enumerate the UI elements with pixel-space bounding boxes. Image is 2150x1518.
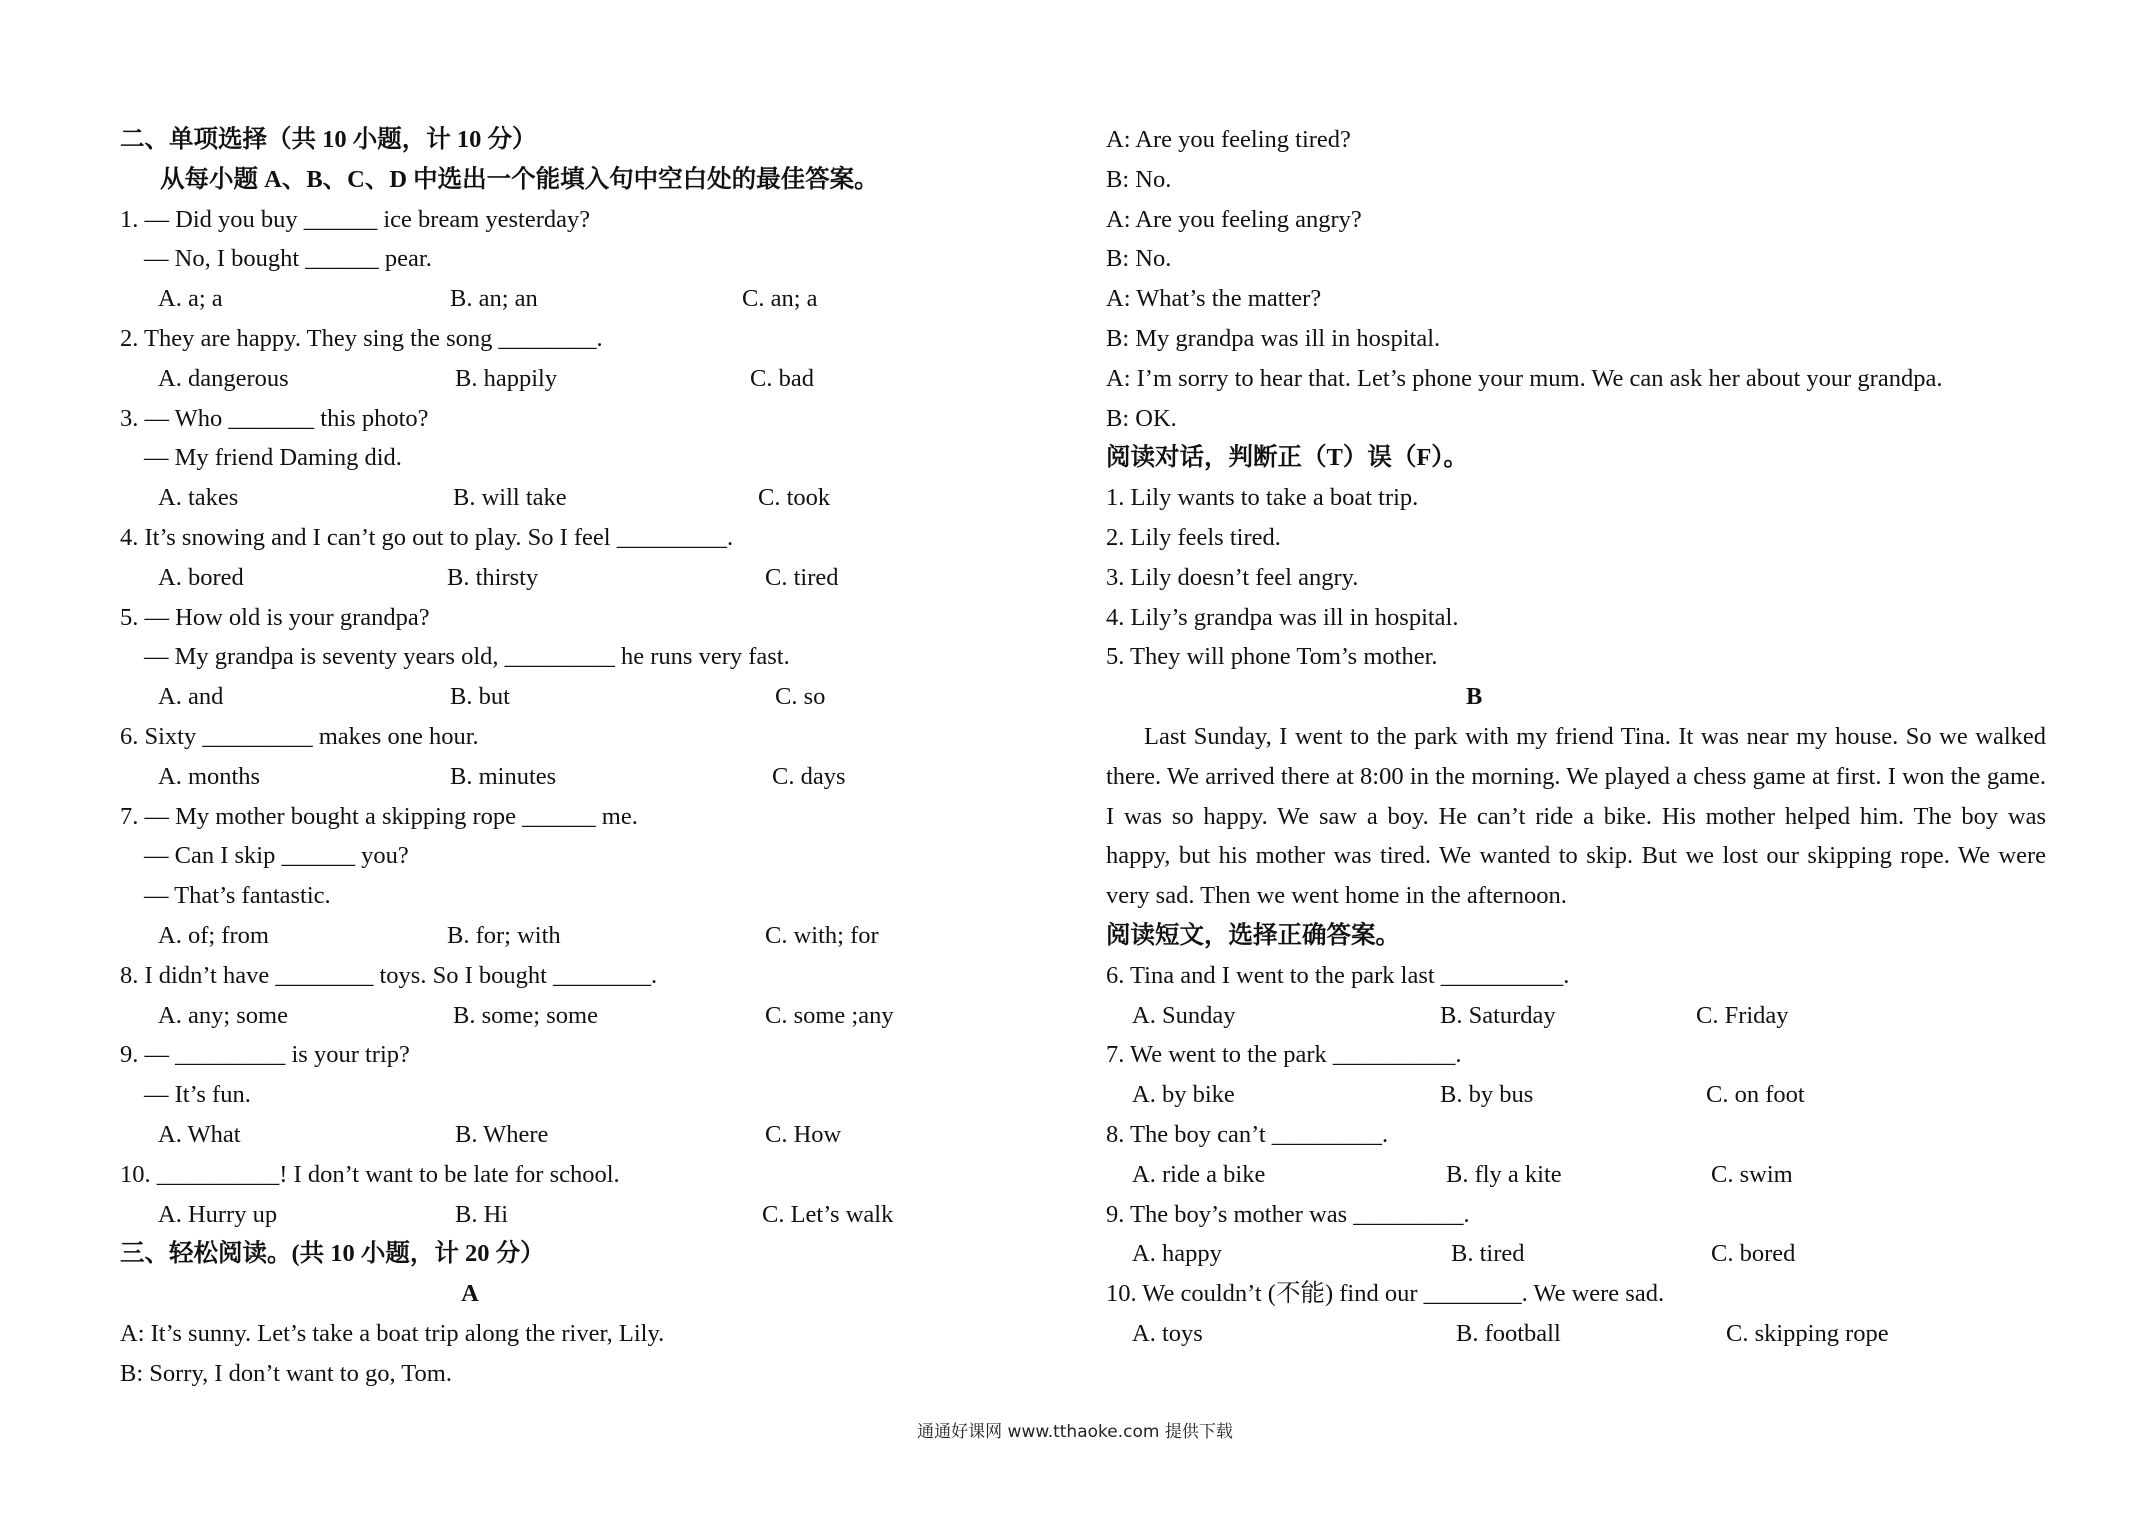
option-b: B. will take bbox=[453, 484, 567, 512]
question-10-stem: 10. __________! I don’t want to be late for school. bbox=[120, 1160, 620, 1188]
option-c: C. so bbox=[775, 683, 826, 711]
option-a: A. of; from bbox=[158, 921, 269, 949]
reading-question-6-stem: 6. Tina and I went to the park last __________. bbox=[1106, 961, 1570, 989]
question-7-options bbox=[120, 916, 920, 956]
option-b: B. fly a kite bbox=[1446, 1160, 1562, 1188]
tf-statement-1: 1. Lily wants to take a boat trip. bbox=[1106, 484, 1419, 512]
option-c: C. some ;any bbox=[765, 1001, 894, 1029]
dialog-line-a3: A: Are you feeling angry? bbox=[1106, 205, 1362, 233]
question-5-response: — My grandpa is seventy years old, _________ he runs very fast. bbox=[144, 643, 790, 671]
option-c: C. with; for bbox=[765, 921, 879, 949]
option-a: A. What bbox=[158, 1120, 241, 1148]
dialog-line-b4: B: My grandpa was ill in hospital. bbox=[1106, 324, 1441, 352]
option-a: A. months bbox=[158, 762, 261, 790]
right-column bbox=[1106, 120, 2046, 1354]
question-9-stem: 9. — _________ is your trip? bbox=[120, 1041, 410, 1069]
option-c: C. tired bbox=[765, 563, 839, 591]
option-c: C. Friday bbox=[1696, 1001, 1789, 1029]
option-b: B. for; with bbox=[447, 921, 561, 949]
question-7-response-2: — That’s fantastic. bbox=[144, 882, 331, 910]
multiple-choice-instruction: 阅读短文，选择正确答案。 bbox=[1106, 921, 1400, 949]
question-9-options bbox=[120, 1115, 920, 1155]
section-3-title: 三、轻松阅读。(共 10 小题，计 20 分） bbox=[120, 1240, 545, 1268]
true-false-instruction: 阅读对话，判断正（T）误（F）。 bbox=[1106, 444, 1469, 472]
reading-question-7-stem: 7. We went to the park __________. bbox=[1106, 1041, 1462, 1069]
dialog-line-a2: A: Are you feeling tired? bbox=[1106, 126, 1351, 153]
option-a: A. dangerous bbox=[158, 364, 289, 392]
tf-statement-3: 3. Lily doesn’t feel angry. bbox=[1106, 563, 1359, 591]
reading-question-7-options bbox=[1106, 1075, 2046, 1115]
dialog-line-a5: A: I’m sorry to hear that. Let’s phone your mum. We can ask her about your grandpa. bbox=[1106, 364, 1943, 392]
option-a: A. ride a bike bbox=[1132, 1160, 1266, 1188]
question-8-options bbox=[120, 996, 920, 1036]
option-c: C. took bbox=[758, 484, 831, 512]
question-8-stem: 8. I didn’t have ________ toys. So I bought ________. bbox=[120, 961, 658, 989]
option-c: C. swim bbox=[1711, 1160, 1793, 1188]
reading-question-10-options bbox=[1106, 1314, 2046, 1354]
question-3-response: — My friend Daming did. bbox=[144, 444, 402, 472]
option-b: B. thirsty bbox=[447, 563, 539, 591]
passage-b-label: B bbox=[1466, 683, 1483, 711]
section-2-instruction: 从每小题 A、B、C、D 中选出一个能填入句中空白处的最佳答案。 bbox=[160, 165, 879, 193]
option-b: B. Saturday bbox=[1440, 1001, 1556, 1029]
question-7-stem: 7. — My mother bought a skipping rope ______ me. bbox=[120, 802, 638, 830]
tf-statement-2: 2. Lily feels tired. bbox=[1106, 523, 1281, 551]
download-footer: 通通好课网 www.tthaoke.com 提供下载 bbox=[917, 1422, 1233, 1442]
option-a: A. takes bbox=[158, 484, 239, 512]
question-4-options bbox=[120, 558, 920, 598]
question-4-stem: 4. It’s snowing and I can’t go out to play. So I feel _________. bbox=[120, 523, 734, 551]
option-c: C. How bbox=[765, 1120, 842, 1148]
reading-question-6-options bbox=[1106, 996, 2046, 1036]
option-b: B. some; some bbox=[453, 1001, 598, 1029]
question-3-stem: 3. — Who _______ this photo? bbox=[120, 404, 429, 432]
question-10-options bbox=[120, 1195, 920, 1235]
dialog-line-b5: B: OK. bbox=[1106, 404, 1177, 432]
option-a: A. any; some bbox=[158, 1001, 288, 1029]
passage-a-label: A bbox=[461, 1280, 479, 1308]
option-a: A. happy bbox=[1132, 1240, 1222, 1268]
dialog-line-b2: B: No. bbox=[1106, 165, 1172, 193]
question-5-stem: 5. — How old is your grandpa? bbox=[120, 603, 430, 631]
option-b: B. by bus bbox=[1440, 1081, 1534, 1109]
reading-question-9-stem: 9. The boy’s mother was _________. bbox=[1106, 1200, 1470, 1228]
option-a: A. and bbox=[158, 683, 224, 711]
option-c: C. on foot bbox=[1706, 1081, 1805, 1109]
option-a: A. Hurry up bbox=[158, 1200, 278, 1228]
section-2-title: 二、单项选择（共 10 小题，计 10 分） bbox=[120, 126, 537, 153]
question-5-options bbox=[120, 677, 920, 717]
option-b: B. tired bbox=[1451, 1240, 1525, 1268]
question-1-response: — No, I bought ______ pear. bbox=[144, 245, 432, 273]
dialog-line-b1: B: Sorry, I don’t want to go, Tom. bbox=[120, 1359, 452, 1387]
dialog-line-b3: B: No. bbox=[1106, 245, 1172, 273]
question-6-stem: 6. Sixty _________ makes one hour. bbox=[120, 722, 479, 750]
question-7-response-1: — Can I skip ______ you? bbox=[144, 842, 409, 870]
dialog-line-a1: A: It’s sunny. Let’s take a boat trip along the river, Lily. bbox=[120, 1319, 665, 1347]
option-b: B. minutes bbox=[450, 762, 557, 790]
question-1-stem: 1. — Did you buy ______ ice bream yesterday? bbox=[120, 205, 591, 233]
option-b: B. happily bbox=[455, 364, 558, 392]
option-b: B. but bbox=[450, 683, 510, 711]
option-b: B. an; an bbox=[450, 285, 538, 313]
option-c: C. skipping rope bbox=[1726, 1319, 1889, 1347]
question-6-options bbox=[120, 757, 920, 797]
passage-b-text: Last Sunday, I went to the park with my friend Tina. It was near my house. So we walked there. We arrived there at 8:00 in the morning. We played a chess game at first. I won the game. I was so happy. We saw a boy. He can’t ride a bike. His mother helped him. The boy was happy, but his mother was tired. We wanted to skip. But we lost our skipping rope. We were very sad. Then we went home in the afternoon. bbox=[1106, 722, 2046, 910]
tf-statement-5: 5. They will phone Tom’s mother. bbox=[1106, 643, 1438, 671]
option-c: C. Let’s walk bbox=[762, 1200, 894, 1228]
option-a: A. by bike bbox=[1132, 1081, 1235, 1109]
question-2-options bbox=[120, 359, 920, 399]
reading-question-8-stem: 8. The boy can’t _________. bbox=[1106, 1120, 1389, 1148]
dialog-line-a4: A: What’s the matter? bbox=[1106, 285, 1322, 313]
option-a: A. a; a bbox=[158, 285, 223, 313]
reading-question-10-stem: 10. We couldn’t (不能) find our ________. We were sad. bbox=[1106, 1280, 1665, 1308]
tf-statement-4: 4. Lily’s grandpa was ill in hospital. bbox=[1106, 603, 1459, 631]
reading-question-8-options bbox=[1106, 1155, 2046, 1195]
option-b: B. Hi bbox=[455, 1200, 509, 1228]
option-c: C. days bbox=[772, 762, 846, 790]
reading-question-9-options bbox=[1106, 1234, 2046, 1274]
option-c: C. bad bbox=[750, 364, 814, 392]
left-column bbox=[120, 120, 920, 1394]
option-a: A. bored bbox=[158, 563, 244, 591]
option-a: A. toys bbox=[1132, 1319, 1203, 1347]
question-3-options bbox=[120, 478, 920, 518]
option-a: A. Sunday bbox=[1132, 1001, 1236, 1029]
question-9-response: — It’s fun. bbox=[144, 1081, 251, 1109]
option-b: B. Where bbox=[455, 1120, 549, 1148]
option-c: C. bored bbox=[1711, 1240, 1796, 1268]
option-c: C. an; a bbox=[742, 285, 818, 313]
question-2-stem: 2. They are happy. They sing the song ________. bbox=[120, 324, 603, 352]
question-1-options bbox=[120, 279, 920, 319]
option-b: B. football bbox=[1456, 1319, 1561, 1347]
